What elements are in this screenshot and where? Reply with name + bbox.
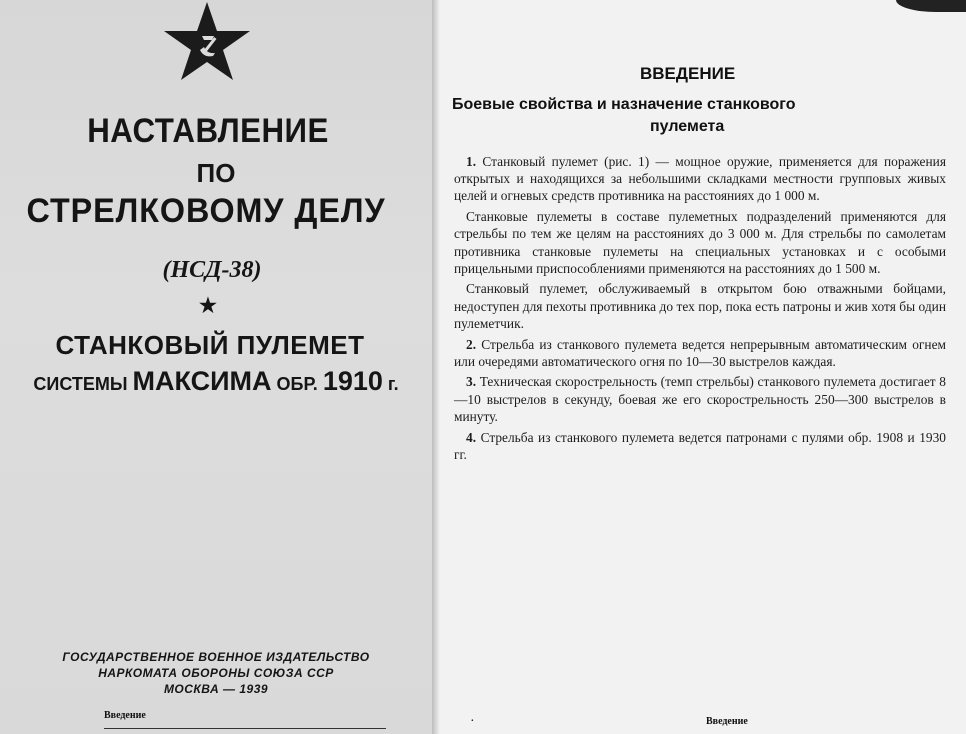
paragraph-number: 4. (466, 429, 477, 445)
paragraph-2: Станковые пулеметы в составе пулеметных подразделений применяются для стрельбы по тем же целям на расстояниях до 3 000 м. Для стрельбы по самолетам противника станковые пулеметы на специальных установках и с особыми прицельными приспособлениями применяются на расстояниях до 1 500 м. (454, 209, 946, 276)
article-body (454, 153, 946, 466)
gun-title-line2 (0, 366, 432, 397)
gun-line2-part-c: ОБР. (276, 374, 318, 394)
publisher-line3: МОСКВА — 1939 (163, 682, 269, 696)
gun-line2-part-e: г. (387, 374, 399, 394)
page-dot-mark: · (470, 714, 475, 729)
subsection-heading-line2: пулемета (650, 118, 725, 135)
paragraph-number: 2. (466, 336, 477, 352)
small-star-icon: ★ (199, 295, 217, 317)
publisher-line2: НАРКОМАТА ОБОРОНЫ СОЮЗА ССР (98, 666, 334, 680)
cover-page (0, 0, 432, 734)
paragraph-text: Стрельба из станкового пулемета ведется патронами с пулями обр. 1908 и 1930 гг. (454, 429, 946, 462)
left-divider (104, 728, 386, 729)
paragraph-3: Станковый пулемет, обслуживаемый в открытом бою отважными бойцами, недоступен для пехоты противника до тех пор, пока есть патроны и жив хотя бы один пулеметчик. (454, 281, 946, 331)
publisher-line1: ГОСУДАРСТВЕННОЕ ВОЕННОЕ ИЗДАТЕЛЬСТВО (62, 650, 370, 664)
paragraph-number: 3. (466, 374, 477, 390)
red-star-emblem (160, 0, 254, 82)
paragraph-number: 1. (466, 154, 477, 169)
cover-title-line2: ПО (196, 158, 236, 188)
paragraph-4 (454, 336, 946, 370)
paragraph-text: Техническая скорострельность (темп стрельбы) станкового пулемета достигает 8—10 выстрелов в секунду, боевая же его скорострельность 250—300 выстрелов в минуту. (454, 374, 946, 424)
gun-line2-part-d: 1910 (322, 366, 383, 396)
text-page (440, 0, 966, 734)
gun-title-line1: СТАНКОВЫЙ ПУЛЕМЕТ (55, 330, 365, 360)
gun-line2-part-b: МАКСИМА (132, 366, 272, 396)
section-heading: ВВЕДЕНИЕ (640, 64, 736, 83)
paragraph-6 (454, 429, 946, 463)
paragraph-text: Стрельба из станкового пулемета ведется непрерывным автоматическим огнем или очередями автоматического огня по 10—30 выстрелов каждая. (454, 336, 946, 369)
cover-subtitle: (НСД-38) (162, 257, 262, 283)
cover-title-line3: СТРЕЛКОВОМУ ДЕЛУ (26, 192, 386, 230)
cover-title-line1: НАСТАВЛЕНИЕ (87, 112, 329, 150)
paragraph-text: Станковый пулемет (рис. 1) — мощное оружие, применяется для поражения открытых и находящихся за небольшими складками местности групповых живых целей и огневых средств противника на расстояниях до 1 000 м. (454, 154, 946, 204)
gun-line2-part-a: СИСТЕМЫ (33, 374, 128, 394)
paragraph-1 (454, 153, 946, 205)
paragraph-5 (454, 373, 946, 425)
subsection-heading-line1: Боевые свойства и назначение станкового (452, 96, 796, 113)
right-running-head: Введение (706, 716, 748, 727)
corner-shadow (896, 0, 966, 12)
left-running-head: Введение (104, 710, 146, 721)
book-gutter (432, 0, 440, 734)
publisher-block (0, 649, 432, 697)
